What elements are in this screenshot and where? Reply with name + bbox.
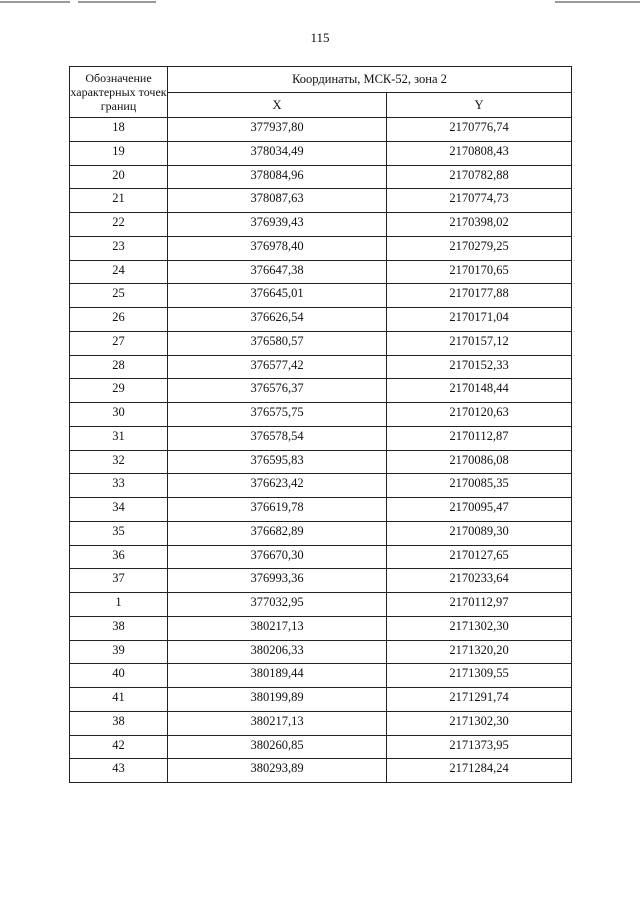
point-column-header: Обозначение характерных точек границ bbox=[70, 67, 168, 118]
x-coordinate-cell: 380206,33 bbox=[168, 640, 387, 664]
table-row bbox=[70, 189, 572, 213]
x-coordinate-cell: 376623,42 bbox=[168, 474, 387, 498]
y-coordinate-cell: 2170085,35 bbox=[387, 474, 572, 498]
table-row bbox=[70, 331, 572, 355]
point-cell: 22 bbox=[70, 213, 168, 237]
table-row bbox=[70, 688, 572, 712]
point-cell: 24 bbox=[70, 260, 168, 284]
point-cell: 36 bbox=[70, 545, 168, 569]
y-coordinate-cell: 2170095,47 bbox=[387, 498, 572, 522]
scan-edge-mark bbox=[555, 1, 640, 3]
table-row bbox=[70, 640, 572, 664]
y-coordinate-cell: 2171373,95 bbox=[387, 735, 572, 759]
table-body bbox=[70, 118, 572, 783]
y-coordinate-cell: 2170398,02 bbox=[387, 213, 572, 237]
y-coordinate-cell: 2170152,33 bbox=[387, 355, 572, 379]
y-coordinate-cell: 2170233,64 bbox=[387, 569, 572, 593]
table-row bbox=[70, 759, 572, 783]
y-coordinate-cell: 2170177,88 bbox=[387, 284, 572, 308]
table-row bbox=[70, 165, 572, 189]
table-row bbox=[70, 498, 572, 522]
table-row bbox=[70, 616, 572, 640]
scan-edge-marks bbox=[0, 0, 640, 6]
table-row bbox=[70, 236, 572, 260]
y-coordinate-cell: 2170279,25 bbox=[387, 236, 572, 260]
point-cell: 30 bbox=[70, 403, 168, 427]
y-coordinate-cell: 2170774,73 bbox=[387, 189, 572, 213]
point-cell: 33 bbox=[70, 474, 168, 498]
y-coordinate-cell: 2171291,74 bbox=[387, 688, 572, 712]
y-coordinate-cell: 2171309,55 bbox=[387, 664, 572, 688]
x-coordinate-cell: 376619,78 bbox=[168, 498, 387, 522]
x-coordinate-cell: 376626,54 bbox=[168, 308, 387, 332]
point-cell: 39 bbox=[70, 640, 168, 664]
x-coordinate-cell: 376645,01 bbox=[168, 284, 387, 308]
scan-edge-mark bbox=[78, 1, 156, 3]
point-cell: 38 bbox=[70, 711, 168, 735]
y-coordinate-cell: 2170170,65 bbox=[387, 260, 572, 284]
point-cell: 29 bbox=[70, 379, 168, 403]
point-cell: 41 bbox=[70, 688, 168, 712]
table-row bbox=[70, 141, 572, 165]
x-coordinate-cell: 376978,40 bbox=[168, 236, 387, 260]
y-coordinate-cell: 2170112,97 bbox=[387, 593, 572, 617]
y-coordinate-cell: 2170120,63 bbox=[387, 403, 572, 427]
point-cell: 25 bbox=[70, 284, 168, 308]
y-coordinate-cell: 2170776,74 bbox=[387, 118, 572, 142]
x-coordinate-cell: 376578,54 bbox=[168, 426, 387, 450]
y-column-header: Y bbox=[387, 93, 572, 118]
x-coordinate-cell: 376575,75 bbox=[168, 403, 387, 427]
x-coordinate-cell: 376993,36 bbox=[168, 569, 387, 593]
scan-edge-mark bbox=[0, 1, 70, 3]
table-row bbox=[70, 403, 572, 427]
table-row bbox=[70, 450, 572, 474]
point-cell: 38 bbox=[70, 616, 168, 640]
table-row bbox=[70, 521, 572, 545]
x-column-header: X bbox=[168, 93, 387, 118]
y-coordinate-cell: 2170157,12 bbox=[387, 331, 572, 355]
y-coordinate-cell: 2170086,08 bbox=[387, 450, 572, 474]
point-cell: 21 bbox=[70, 189, 168, 213]
table-row bbox=[70, 355, 572, 379]
x-coordinate-cell: 376577,42 bbox=[168, 355, 387, 379]
x-coordinate-cell: 380199,89 bbox=[168, 688, 387, 712]
x-coordinate-cell: 376576,37 bbox=[168, 379, 387, 403]
point-cell: 27 bbox=[70, 331, 168, 355]
table-row bbox=[70, 593, 572, 617]
point-cell: 28 bbox=[70, 355, 168, 379]
x-coordinate-cell: 380217,13 bbox=[168, 616, 387, 640]
x-coordinate-cell: 377032,95 bbox=[168, 593, 387, 617]
table-row bbox=[70, 379, 572, 403]
point-cell: 40 bbox=[70, 664, 168, 688]
point-cell: 1 bbox=[70, 593, 168, 617]
x-coordinate-cell: 378087,63 bbox=[168, 189, 387, 213]
y-coordinate-cell: 2170127,65 bbox=[387, 545, 572, 569]
y-coordinate-cell: 2170782,88 bbox=[387, 165, 572, 189]
y-coordinate-cell: 2171320,20 bbox=[387, 640, 572, 664]
x-coordinate-cell: 376647,38 bbox=[168, 260, 387, 284]
y-coordinate-cell: 2170112,87 bbox=[387, 426, 572, 450]
table-row bbox=[70, 213, 572, 237]
x-coordinate-cell: 376939,43 bbox=[168, 213, 387, 237]
table-row bbox=[70, 284, 572, 308]
x-coordinate-cell: 380260,85 bbox=[168, 735, 387, 759]
y-coordinate-cell: 2171284,24 bbox=[387, 759, 572, 783]
table-row bbox=[70, 664, 572, 688]
table-row bbox=[70, 569, 572, 593]
x-coordinate-cell: 376682,89 bbox=[168, 521, 387, 545]
point-cell: 31 bbox=[70, 426, 168, 450]
x-coordinate-cell: 378084,96 bbox=[168, 165, 387, 189]
y-coordinate-cell: 2170089,30 bbox=[387, 521, 572, 545]
point-cell: 34 bbox=[70, 498, 168, 522]
x-coordinate-cell: 380189,44 bbox=[168, 664, 387, 688]
table-row bbox=[70, 426, 572, 450]
page-number: 115 bbox=[310, 30, 330, 45]
table-header-row bbox=[70, 67, 572, 93]
point-cell: 26 bbox=[70, 308, 168, 332]
point-cell: 37 bbox=[70, 569, 168, 593]
table-row bbox=[70, 735, 572, 759]
x-coordinate-cell: 376595,83 bbox=[168, 450, 387, 474]
x-coordinate-cell: 376670,30 bbox=[168, 545, 387, 569]
table-row bbox=[70, 260, 572, 284]
point-cell: 43 bbox=[70, 759, 168, 783]
coordinates-group-header: Координаты, МСК-52, зона 2 bbox=[168, 67, 572, 93]
table-row bbox=[70, 474, 572, 498]
point-cell: 18 bbox=[70, 118, 168, 142]
y-coordinate-cell: 2171302,30 bbox=[387, 711, 572, 735]
y-coordinate-cell: 2170148,44 bbox=[387, 379, 572, 403]
x-coordinate-cell: 377937,80 bbox=[168, 118, 387, 142]
x-coordinate-cell: 378034,49 bbox=[168, 141, 387, 165]
x-coordinate-cell: 376580,57 bbox=[168, 331, 387, 355]
point-cell: 35 bbox=[70, 521, 168, 545]
x-coordinate-cell: 380217,13 bbox=[168, 711, 387, 735]
table-row bbox=[70, 118, 572, 142]
table-row bbox=[70, 545, 572, 569]
point-cell: 23 bbox=[70, 236, 168, 260]
point-cell: 42 bbox=[70, 735, 168, 759]
coordinates-table bbox=[69, 66, 572, 783]
point-cell: 20 bbox=[70, 165, 168, 189]
point-cell: 32 bbox=[70, 450, 168, 474]
table-row bbox=[70, 711, 572, 735]
y-coordinate-cell: 2170808,43 bbox=[387, 141, 572, 165]
y-coordinate-cell: 2170171,04 bbox=[387, 308, 572, 332]
y-coordinate-cell: 2171302,30 bbox=[387, 616, 572, 640]
point-cell: 19 bbox=[70, 141, 168, 165]
x-coordinate-cell: 380293,89 bbox=[168, 759, 387, 783]
table-row bbox=[70, 308, 572, 332]
